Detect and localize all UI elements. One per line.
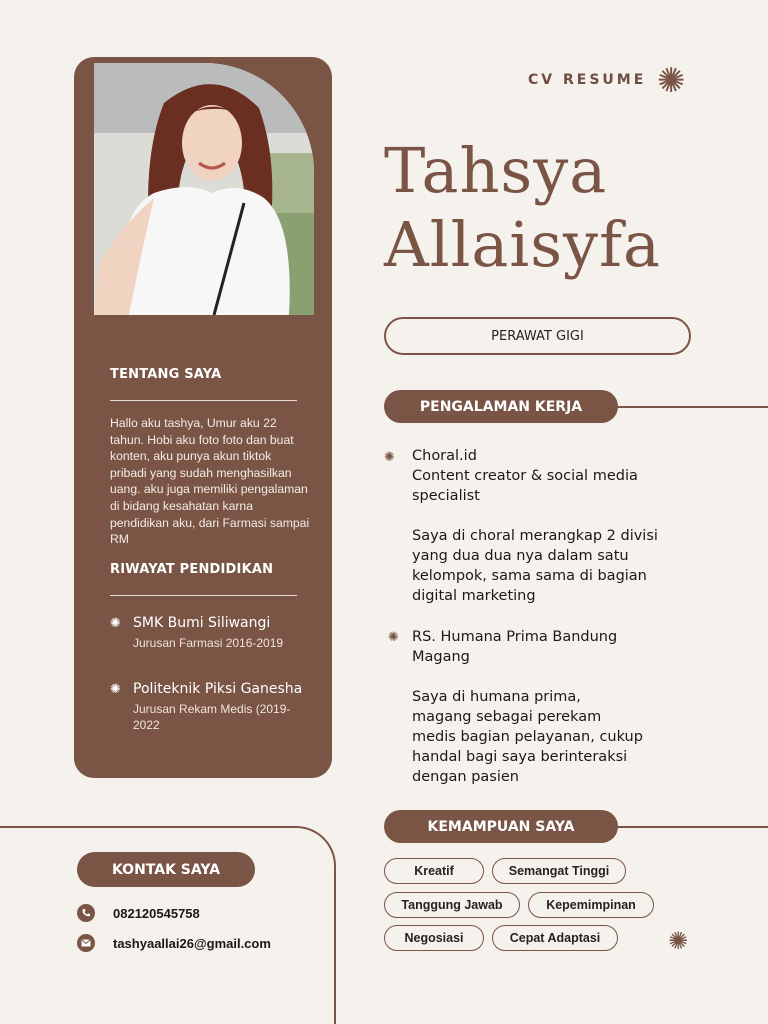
star-icon: ✺: [388, 630, 399, 645]
about-text: Hallo aku tashya, Umur aku 22 tahun. Hobi aku foto foto dan buat konten, aku punya akun tiktok pribadi yang sudah menghasilkan uang. aku juga memiliki pengalaman di bidang kesahatan karna pendidikan aku, dari Farmasi sampai RM: [110, 416, 310, 547]
experience-place: Choral.id: [412, 448, 477, 464]
phone-number: 082120545758: [113, 905, 200, 921]
about-heading: TENTANG SAYA: [110, 367, 222, 382]
skill-tag: Kreatif: [384, 858, 484, 884]
experience-heading: PENGALAMAN KERJA: [384, 390, 618, 423]
education-divider: [110, 595, 297, 596]
contact-phone: [77, 904, 200, 922]
email-address: tashyaallai26@gmail.com: [113, 935, 271, 951]
experience-item: [412, 446, 682, 606]
skill-tag: Tanggung Jawab: [384, 892, 520, 918]
experience-position: Magang: [412, 649, 470, 665]
experience-description: Saya di choral merangkap 2 divisi yang dua dua nya dalam satu kelompok, sama sama di bagian digital marketing: [412, 528, 658, 604]
profile-photo: [94, 63, 314, 315]
email-icon: [77, 934, 95, 952]
last-name: Allaisyfa: [384, 208, 661, 281]
experience-line: [600, 406, 768, 408]
star-icon: ✺: [657, 61, 686, 101]
first-name: Tahsya: [384, 134, 608, 207]
experience-item: [412, 627, 682, 787]
education-title: SMK Bumi Siliwangi: [133, 615, 271, 631]
experience-description: Saya di humana prima, magang sebagai perekam medis bagian pelayanan, cukup handal bagi saya berinteraksi dengan pasien: [412, 689, 643, 785]
skill-tag: Negosiasi: [384, 925, 484, 951]
star-icon: ✺: [110, 682, 121, 697]
profile-card: [74, 57, 332, 778]
star-icon: ✺: [668, 927, 689, 955]
about-divider: [110, 400, 297, 401]
education-heading: RIWAYAT PENDIDIKAN: [110, 562, 274, 577]
cv-resume-label: CV RESUME: [528, 72, 647, 88]
role-badge: PERAWAT GIGI: [384, 317, 691, 355]
phone-icon: [77, 904, 95, 922]
skills-heading: KEMAMPUAN SAYA: [384, 810, 618, 843]
experience-position: Content creator & social media specialist: [412, 468, 638, 504]
contact-email: [77, 934, 271, 952]
education-detail: Jurusan Farmasi 2016-2019: [133, 636, 284, 650]
education-detail: Jurusan Rekam Medis (2019-2022: [133, 702, 291, 732]
skills-line: [600, 826, 768, 828]
skill-tag: Semangat Tinggi: [492, 858, 626, 884]
education-title: Politeknik Piksi Ganesha: [133, 681, 303, 697]
experience-place: RS. Humana Prima Bandung: [412, 629, 618, 645]
skill-tag: Kepemimpinan: [528, 892, 654, 918]
skill-tag: Cepat Adaptasi: [492, 925, 618, 951]
star-icon: ✺: [384, 450, 395, 465]
contact-heading: KONTAK SAYA: [77, 852, 255, 887]
star-icon: ✺: [110, 616, 121, 631]
